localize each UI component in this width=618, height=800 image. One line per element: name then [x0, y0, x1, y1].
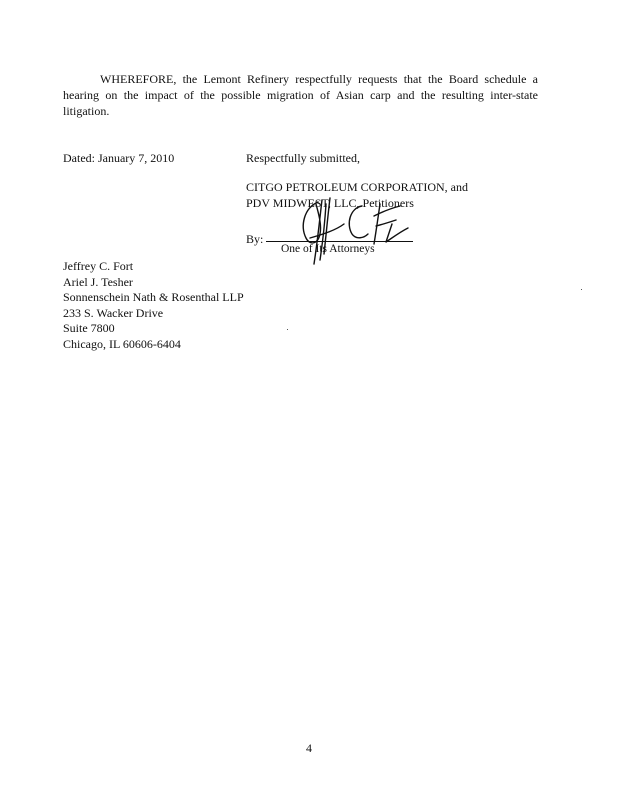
counsel-name-1: Jeffrey C. Fort — [63, 259, 134, 273]
counsel-name-2: Ariel J. Tesher — [63, 274, 133, 289]
law-firm-name: Sonnenschein Nath & Rosenthal LLP — [63, 290, 244, 305]
company-line-1: CITGO PETROLEUM CORPORATION, and — [246, 180, 468, 194]
handwritten-signature — [296, 194, 416, 266]
by-label: By: — [246, 232, 264, 246]
date-line: Dated: January 7, 2010 — [63, 151, 175, 165]
body-paragraph: WHEREFORE, the Lemont Refinery respectfully requests that the Board schedule a hearing on the impact of the possible migration of Asian carp and the resulting inter-state litigation. — [63, 72, 538, 118]
scan-speck — [287, 329, 288, 330]
street-address: 233 S. Wacker Drive — [63, 305, 164, 320]
company-line-2: PDV MIDWEST, LLC, Petitioners — [246, 196, 414, 210]
city-state-zip: Chicago, IL 60606-6404 — [63, 336, 181, 351]
scan-speck — [581, 289, 582, 290]
respectfully-submitted: Respectfully submitted, — [246, 151, 360, 165]
counsel-address-block — [63, 259, 244, 353]
one-of-attorneys: One of Its Attorneys — [281, 243, 375, 255]
page-number: 4 — [306, 741, 312, 755]
suite-number: Suite 7800 — [63, 321, 115, 336]
